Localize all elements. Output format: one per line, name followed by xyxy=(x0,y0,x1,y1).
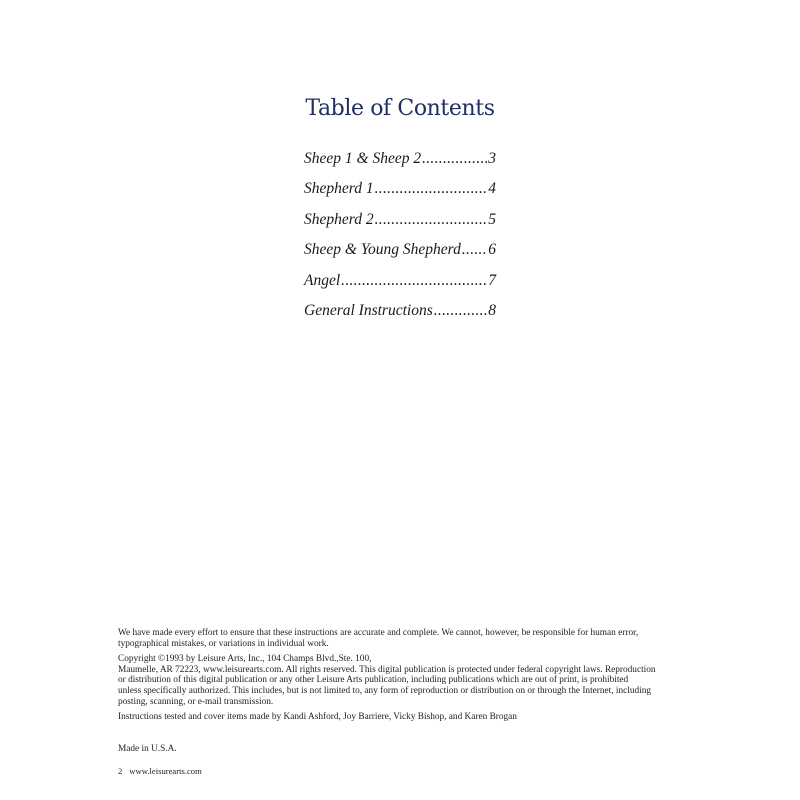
toc-dot-leader xyxy=(375,211,488,229)
copyright-line: Copyright ©1993 by Leisure Arts, Inc., 104 Champs Blvd.,Ste. 100, xyxy=(118,654,372,665)
toc-entry-label: Sheep & Young Shepherd xyxy=(304,241,461,259)
website-link[interactable]: www.leisurearts.com xyxy=(129,766,202,776)
toc-entry-page: 4 xyxy=(488,180,496,198)
copyright-line: or distribution of this digital publication or any other Leisure Arts publication, including publications which are out of print, is prohibited xyxy=(118,675,629,686)
credits-line: Instructions tested and cover items made by Kandi Ashford, Joy Barriere, Vicky Bishop, and Karen Brogan xyxy=(118,712,517,723)
toc-entry-page: 6 xyxy=(488,241,496,259)
toc-entry-page: 8 xyxy=(488,301,496,319)
copyright-line: unless specifically authorized. This includes, but is not limited to, any form of reproduction or distribution on or through the Internet, including xyxy=(118,685,652,696)
copyright-line: Maumelle, AR 72223, www.leisurearts.com. All rights reserved. This digital publication is protected under federal copyright laws. Reproduction xyxy=(118,664,656,675)
disclaimer-line: We have made every effort to ensure that these instructions are accurate and complete. We cannot, however, be responsible for human error, xyxy=(118,628,639,638)
toc-entry[interactable] xyxy=(304,180,496,210)
toc-entry[interactable] xyxy=(304,211,496,241)
toc-entry-page: 7 xyxy=(488,271,496,289)
toc-dot-leader xyxy=(462,241,487,259)
toc-title: Table of Contents xyxy=(305,96,495,121)
toc-entry-label: General Instructions xyxy=(304,301,433,319)
credits-paragraph xyxy=(118,712,718,723)
toc-entry-label: Shepherd 2 xyxy=(304,210,374,228)
toc-dot-leader xyxy=(434,302,488,320)
toc-entry[interactable] xyxy=(304,302,496,332)
made-in-label: Made in U.S.A. xyxy=(118,744,177,754)
toc-entry-page: 3 xyxy=(488,150,496,167)
toc-entry-page: 5 xyxy=(488,210,496,228)
toc-entry[interactable] xyxy=(304,241,496,271)
disclaimer-paragraph xyxy=(118,628,718,649)
toc-dot-leader xyxy=(341,272,487,290)
toc-entry-label: Angel xyxy=(304,271,341,289)
page-footer xyxy=(118,766,202,776)
copyright-line: posting, scanning, or e-mail transmission. xyxy=(118,696,274,707)
toc-entry-label: Sheep 1 & Sheep 2 xyxy=(304,150,422,167)
toc-dot-leader xyxy=(422,150,487,168)
toc-entry[interactable] xyxy=(304,150,496,180)
page-number: 2 xyxy=(118,766,123,776)
disclaimer-line: typographical mistakes, or variations in individual work. xyxy=(118,638,329,649)
toc-entry-label: Shepherd 1 xyxy=(304,180,374,198)
copyright-paragraph xyxy=(118,654,718,707)
legal-notice xyxy=(118,628,718,728)
toc-list xyxy=(304,150,496,332)
toc-entry[interactable] xyxy=(304,272,496,302)
toc-dot-leader xyxy=(375,180,488,198)
